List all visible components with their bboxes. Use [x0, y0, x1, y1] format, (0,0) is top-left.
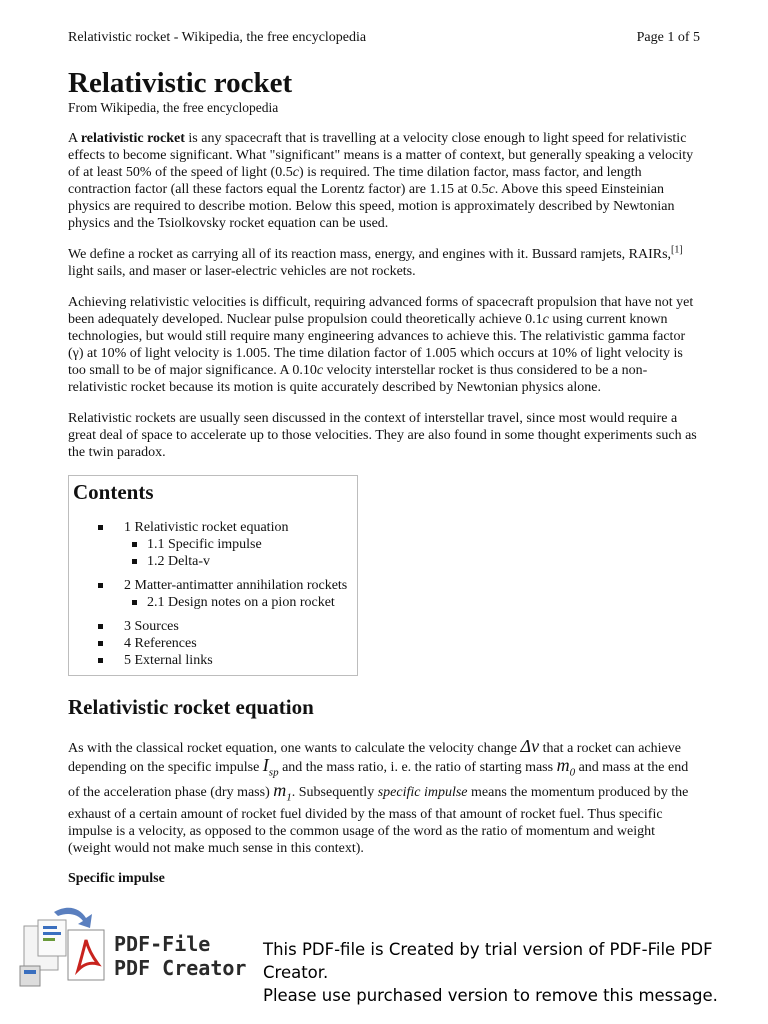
intro-paragraph: A relativistic rocket is any spacecraft that is travelling at a velocity close enough to light speed for relativistic effects to become significant. What "significant" means is a matter of context, but generally speaking a velocity of at least 50% of the speed of light (0.5c) is required. The time dilation factor, mass factor, and length contraction factor (all these factors equal the Lorentz factor) are 1.15 at 0.5c. Above this speed Einsteinian physics are required to describe motion. Below this speed, motion is approximately described by Newtonian physics and the Tsiolkovsky rocket equation can be used. [68, 131, 694, 231]
table-of-contents [68, 475, 358, 676]
page-number: Page 1 of 5 [636, 30, 700, 45]
page-title: Relativistic rocket [68, 67, 293, 99]
toc-item-3[interactable]: 3 Sources [73, 618, 357, 635]
bullet-icon [98, 624, 103, 629]
velocity-paragraph: Achieving relativistic velocities is difficult, requiring advanced forms of spacecraft propulsion that have not yet been adequately developed. Nuclear pulse propulsion could theoretically achieve 0.1c using current known technologies, but would still require many engineering advances to achieve this. The relativistic gamma factor (γ) at 10% of light velocity is 1.005. The time dilation factor of 1.005 which occurs at 10% of light velocity is too small to be of major significance. A 0.10c velocity interstellar rocket is thus considered to be a non-relativistic rocket because its motion is quite accurately described by Newtonian physics alone. [68, 295, 694, 395]
toc-title: Contents [73, 480, 154, 504]
article-source: From Wikipedia, the free encyclopedia [68, 100, 279, 115]
context-paragraph: Relativistic rockets are usually seen discussed in the context of interstellar travel, since most would require a great deal of space to accelerate up to those velocities. They are also found in some thought experiments such as the twin paradox. [68, 411, 697, 460]
pdf-creator-logo-icon [16, 904, 111, 994]
trial-message-line1: This PDF-file is Created by trial version of PDF-File PDF Creator. [263, 940, 713, 982]
header-title: Relativistic rocket - Wikipedia, the free encyclopedia [68, 30, 367, 45]
bullet-icon [98, 641, 103, 646]
equation-paragraph: As with the classical rocket equation, one wants to calculate the velocity change Δv that a rocket can achieve depending on the specific impulse $I_{sp}$ and the mass ratio, i. e. the ratio of starting mass $m_0$ and mass at the end of the acceleration phase (dry mass) $m_1$. Subsequently specific impulse means the momentum produced by the exhaust of a certain amount of rocket fuel divided by the mass of that amount of rocket fuel. Thus specific impulse is a velocity, as opposed to the common usage of the word as the ratio of momentum and weight (weight would not make much sense in this context). [68, 736, 689, 857]
bullet-icon [98, 583, 103, 588]
article [68, 66, 700, 887]
trial-message [263, 938, 756, 1007]
toc-item-1[interactable]: 1 Relativistic rocket equation 1.1 Specific impulse 1.2 Delta-v [73, 519, 357, 570]
bullet-icon [98, 658, 103, 663]
bullet-icon [132, 600, 137, 605]
definition-paragraph: We define a rocket as carrying all of its reaction mass, energy, and engines with it. Bussard ramjets, RAIRs,[1] light sails, and maser or laser-electric vehicles are not rockets. [68, 244, 683, 279]
toc-item-2[interactable]: 2 Matter-antimatter annihilation rockets 2.1 Design notes on a pion rocket [73, 577, 357, 611]
running-header [68, 30, 700, 46]
trial-message-line2: Please use purchased version to remove this message. [263, 986, 718, 1005]
pdf-creator-brand: PDF-File PDF Creator [114, 932, 247, 980]
trial-banner [16, 904, 756, 1005]
subsection-heading: Specific impulse [68, 871, 165, 887]
bullet-icon [132, 542, 137, 547]
toc-item-2-1[interactable]: 2.1 Design notes on a pion rocket [124, 594, 357, 611]
m0-symbol: $m_0$ [556, 755, 576, 779]
isp-symbol: $I_{sp}$ [262, 755, 279, 779]
bullet-icon [132, 559, 137, 564]
toc-item-5[interactable]: 5 External links [73, 652, 357, 669]
term-bold: relativistic rocket [80, 131, 185, 146]
toc-item-4[interactable]: 4 References [73, 635, 357, 652]
toc-item-1-1[interactable]: 1.1 Specific impulse [124, 536, 357, 553]
m1-symbol: $m_1$ [273, 779, 292, 804]
reference-link[interactable]: [1] [671, 244, 683, 256]
delta-v-symbol: Δv [520, 736, 540, 756]
toc-item-1-2[interactable]: 1.2 Delta-v [124, 553, 357, 570]
section-heading: Relativistic rocket equation [68, 695, 314, 719]
bullet-icon [98, 525, 103, 530]
